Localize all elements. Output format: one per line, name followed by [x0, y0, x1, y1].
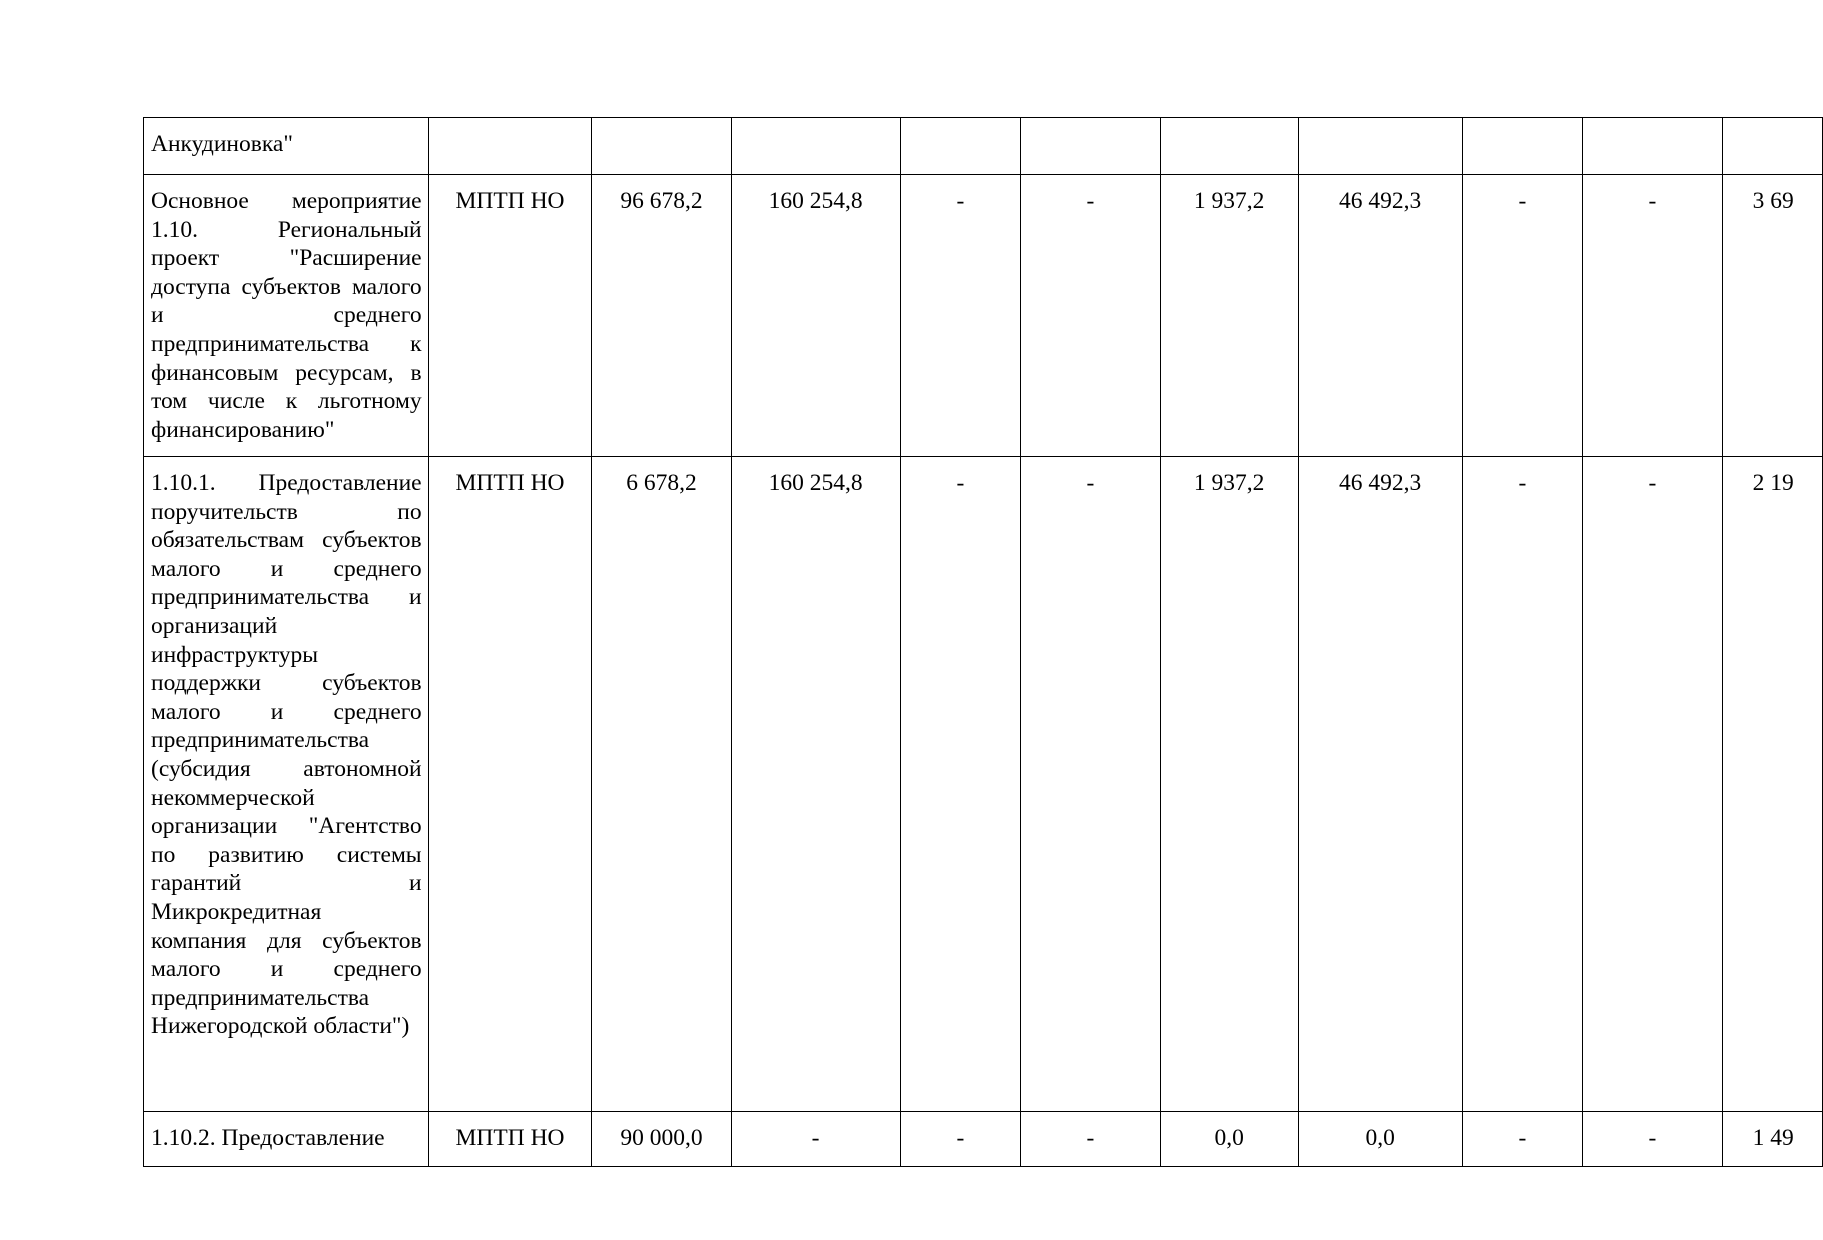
- table-row: [144, 1112, 1823, 1167]
- row-executor: МПТП НО: [428, 175, 592, 457]
- table-cell: -: [731, 1112, 900, 1167]
- table-cell: 1 49: [1722, 1112, 1822, 1167]
- table-cell: 1 937,2: [1160, 457, 1298, 1112]
- row-description: Основное мероприятие 1.10. Региональный проект "Расширение доступа субъектов малого и среднего предпринимательства к финансовым ресурсам, в том числе к льготному финансированию": [144, 175, 429, 457]
- table-cell: [1160, 118, 1298, 175]
- row-description: 1.10.2. Предоставление: [144, 1112, 429, 1167]
- table-cell: -: [1462, 457, 1583, 1112]
- table-cell: 160 254,8: [731, 457, 900, 1112]
- table-cell: -: [1462, 1112, 1583, 1167]
- table-cell: [1298, 118, 1462, 175]
- table-cell: -: [900, 1112, 1021, 1167]
- table-cell: -: [900, 457, 1021, 1112]
- table-cell: 160 254,8: [731, 175, 900, 457]
- table-row: [144, 118, 1823, 175]
- table-cell: -: [1583, 457, 1722, 1112]
- row-executor: МПТП НО: [428, 1112, 592, 1167]
- table-cell: [592, 118, 731, 175]
- table-cell: [1021, 118, 1160, 175]
- table-cell: 1 937,2: [1160, 175, 1298, 457]
- row-description: Анкудиновка": [144, 118, 429, 175]
- table-cell: -: [1583, 175, 1722, 457]
- row-executor: [428, 118, 592, 175]
- table-cell: [1583, 118, 1722, 175]
- table-cell: 90 000,0: [592, 1112, 731, 1167]
- table-row: [144, 457, 1823, 1112]
- table-cell: -: [1021, 1112, 1160, 1167]
- table-row: [144, 175, 1823, 457]
- table-cell: 0,0: [1160, 1112, 1298, 1167]
- table-cell: 2 19: [1722, 457, 1822, 1112]
- table-cell: -: [900, 175, 1021, 457]
- budget-table: [143, 117, 1823, 1167]
- table-cell: 96 678,2: [592, 175, 731, 457]
- table-cell: 3 69: [1722, 175, 1822, 457]
- row-executor: МПТП НО: [428, 457, 592, 1112]
- table-cell: [1722, 118, 1822, 175]
- table-cell: [1462, 118, 1583, 175]
- table-cell: [731, 118, 900, 175]
- table-cell: [900, 118, 1021, 175]
- table-cell: -: [1021, 457, 1160, 1112]
- table-cell: 6 678,2: [592, 457, 731, 1112]
- table-cell: -: [1583, 1112, 1722, 1167]
- table-cell: 46 492,3: [1298, 457, 1462, 1112]
- table-cell: 46 492,3: [1298, 175, 1462, 457]
- table-cell: -: [1462, 175, 1583, 457]
- table-cell: -: [1021, 175, 1160, 457]
- table-cell: 0,0: [1298, 1112, 1462, 1167]
- row-description: 1.10.1. Предоставление поручительств по обязательствам субъектов малого и среднего предпринимательства и организаций инфраструктуры поддержки субъектов малого и среднего предпринимательства (субсидия автономной некоммерческой организации "Агентство по развитию системы гарантий и Микрокредитная компания для субъектов малого и среднего предпринимательства Нижегородской области"): [144, 457, 429, 1112]
